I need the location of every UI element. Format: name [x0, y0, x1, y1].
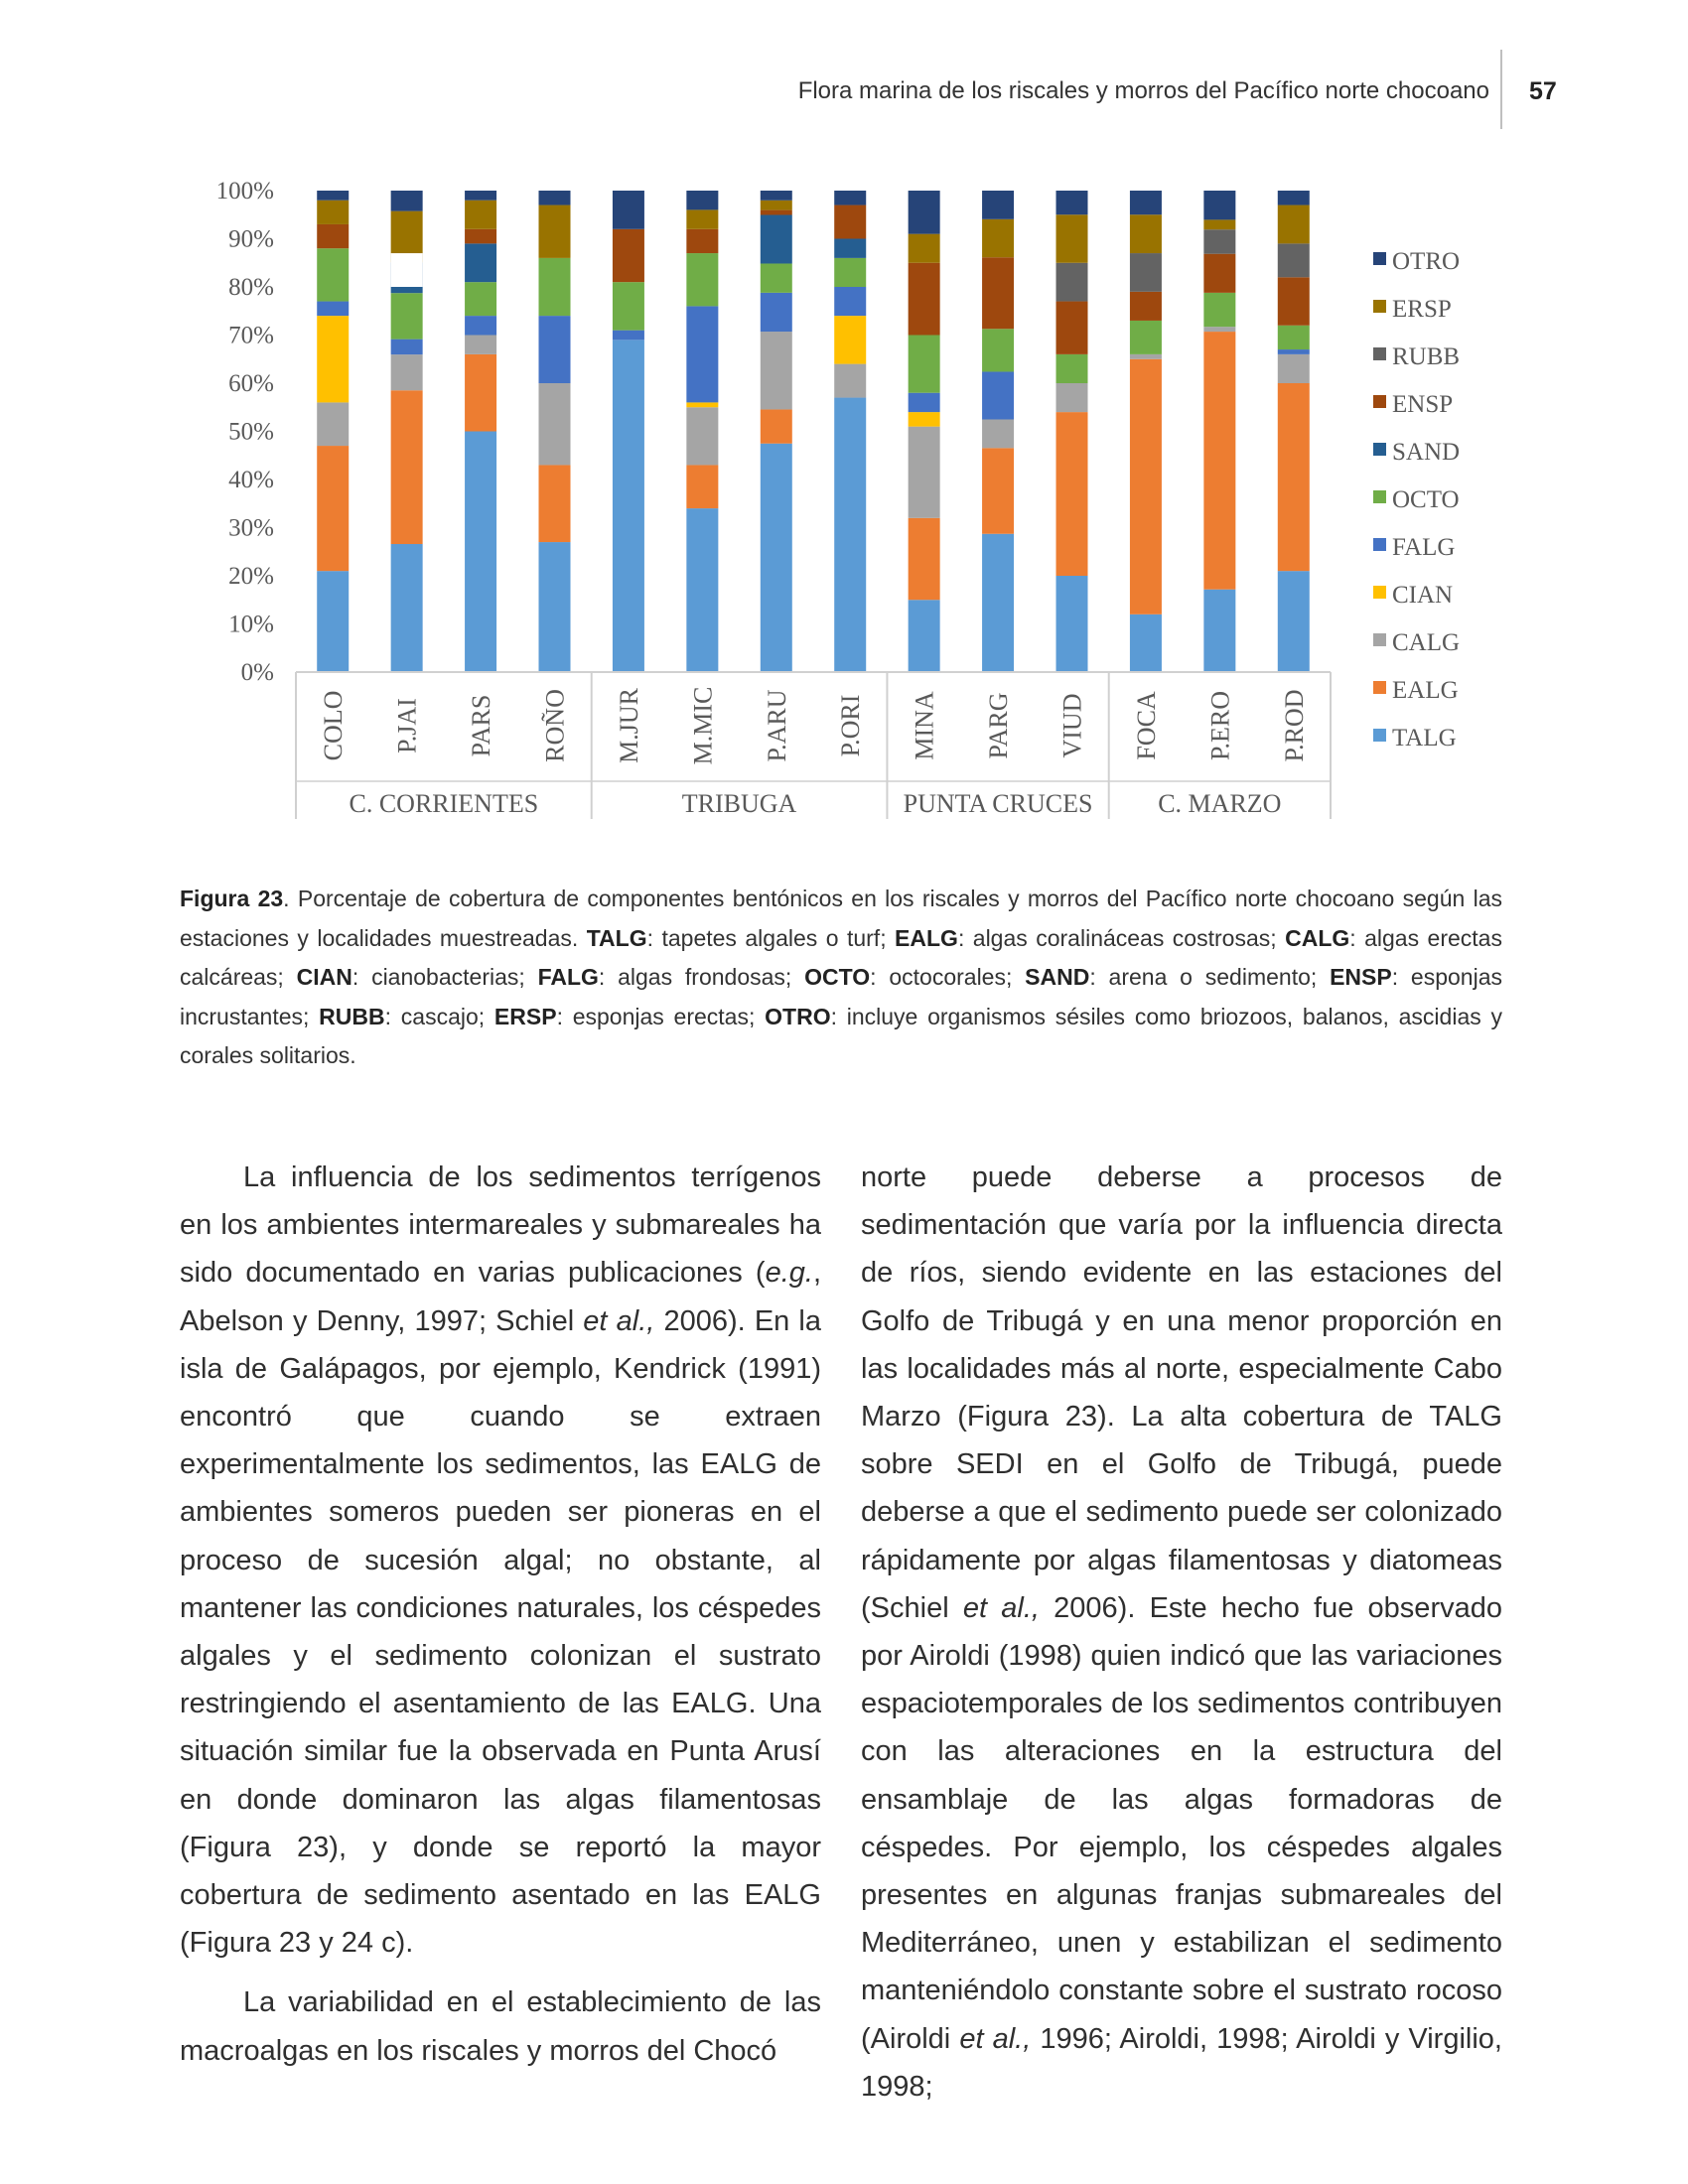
text-run: La influencia de los sedimentos terrígenos en los ambientes intermareales y submareales ha sido documentado en varias publicaciones (: [180, 1161, 821, 1290]
bar-segment-octo: [613, 282, 644, 331]
bar-segment-otro: [317, 191, 349, 201]
legend-swatch-sand: [1373, 443, 1386, 456]
bar-segment-sand: [834, 239, 866, 258]
legend-swatch-rubb: [1373, 347, 1386, 360]
bar-segment-sand: [761, 214, 792, 263]
bar-segment-talg: [1056, 576, 1088, 672]
caption-abbr-code: OTRO: [765, 1003, 831, 1029]
caption-abbr-code: OCTO: [804, 964, 871, 990]
bar-segment-ersp: [1056, 214, 1088, 263]
x-tick-label: P.ROD: [1279, 689, 1309, 762]
bar-segment-falg: [834, 287, 866, 316]
bar-segment-rubb: [1056, 263, 1088, 302]
bar-segment-calg: [1278, 354, 1310, 383]
bar-segment-blank: [391, 253, 423, 287]
bar-segment-rubb: [1130, 253, 1162, 292]
legend-swatch-ersp: [1373, 300, 1386, 313]
group-label: C. CORRIENTES: [349, 789, 539, 818]
italic-run: et al.,: [583, 1304, 655, 1337]
bar-segment-talg: [982, 534, 1014, 672]
legend-swatch-ensp: [1373, 395, 1386, 408]
bar-segment-octo: [391, 293, 423, 339]
bar-segment-otro: [613, 191, 644, 229]
bar-segment-falg: [391, 340, 423, 354]
bar-segment-ealg: [686, 465, 718, 508]
y-tick-label: 70%: [228, 322, 274, 349]
bar-segment-otro: [834, 191, 866, 205]
legend-label: ERSP: [1392, 296, 1452, 323]
bar-segment-calg: [686, 407, 718, 465]
bar-segment-sand: [465, 243, 496, 282]
text-run: 1996; Airoldi, 1998; Airoldi y Virgilio, 1998;: [861, 2022, 1502, 2103]
x-tick-label: P.ERO: [1205, 690, 1235, 761]
caption-abbr-code: FALG: [537, 964, 599, 990]
bar-segment-ensp: [909, 263, 940, 336]
bar-segment-ensp: [1130, 292, 1162, 321]
caption-abbr-definition: : cianobacterias;: [352, 964, 538, 990]
stacked-bar-chart: [0, 0, 1688, 864]
bar-segment-ensp: [1278, 277, 1310, 326]
x-tick-label: P.ORI: [836, 694, 866, 757]
bar-segment-otro: [391, 191, 423, 211]
bar-segment-otro: [539, 191, 571, 205]
legend-label: SAND: [1392, 439, 1461, 466]
bar-segment-ersp: [465, 201, 496, 229]
text-run: , Abelson y Denny, 1997; Schiel: [180, 1257, 821, 1337]
bar-segment-ersp: [1278, 205, 1310, 244]
caption-abbr-definition: : tapetes algales o turf;: [646, 924, 896, 951]
bar-segment-ealg: [761, 409, 792, 443]
bar-segment-talg: [613, 340, 644, 672]
bar-segment-otro: [761, 191, 792, 201]
bar-segment-octo: [317, 248, 349, 301]
legend-label: RUBB: [1392, 343, 1461, 370]
legend-label: CALG: [1392, 629, 1461, 656]
x-tick-label: M.MIC: [688, 686, 718, 765]
bar-segment-calg: [834, 364, 866, 398]
bar-segment-calg: [391, 354, 423, 390]
legend-swatch-cian: [1373, 586, 1386, 599]
page-number: 57: [1529, 77, 1557, 105]
legend-label: CIAN: [1392, 582, 1454, 609]
legend-label: TALG: [1392, 725, 1457, 751]
bar-segment-talg: [909, 600, 940, 672]
caption-abbr-code: EALG: [895, 924, 958, 951]
bar-segment-octo: [1278, 326, 1310, 349]
y-tick-label: 90%: [228, 225, 274, 253]
x-tick-label: M.JUR: [614, 688, 643, 763]
italic-run: et al.,: [959, 2022, 1032, 2055]
x-tick-label: VIUD: [1057, 693, 1087, 758]
bar-segment-ealg: [1278, 383, 1310, 571]
caption-abbr-code: RUBB: [319, 1003, 385, 1029]
bar-segment-ersp: [1130, 214, 1162, 253]
bar-segment-ealg: [1203, 332, 1235, 590]
legend-label: ENSP: [1392, 391, 1454, 418]
y-tick-label: 80%: [228, 274, 274, 301]
bar-segment-talg: [317, 571, 349, 672]
bar-segment-falg: [539, 316, 571, 383]
legend-label: OTRO: [1392, 248, 1461, 275]
legend-swatch-ealg: [1373, 681, 1386, 694]
y-tick-label: 60%: [228, 370, 274, 397]
caption-abbr-definition: : octocorales;: [870, 964, 1026, 990]
bar-segment-ersp: [1203, 219, 1235, 229]
bar-segment-ensp: [1056, 302, 1088, 354]
bar-segment-calg: [909, 427, 940, 518]
bar-segment-ealg: [391, 390, 423, 544]
legend-label: EALG: [1392, 677, 1459, 704]
legend-swatch-calg: [1373, 633, 1386, 646]
caption-abbr-code: CALG: [1285, 924, 1350, 951]
caption-abbr-definition: : cascajo;: [384, 1003, 494, 1029]
bar-segment-talg: [1278, 571, 1310, 672]
text-run: 2006). Este hecho fue observado por Airoldi (1998) quien indicó que las variaciones espaciotemporales de los sedimentos contribuyen con las alteraciones en la estructura del ensamblaje de las algas formadoras de céspedes. Por ejemplo, los céspedes algales presentes en algunas franjas submareales del Mediterráneo, unen y estabilizan el sedimento manteniéndolo constante sobre el sustrato rocoso (Airoldi: [861, 1591, 1502, 2055]
bar-segment-falg: [465, 316, 496, 335]
bar-segment-cian: [317, 316, 349, 402]
bar-segment-ensp: [761, 210, 792, 215]
bar-segment-otro: [686, 191, 718, 209]
bar-segment-calg: [1203, 327, 1235, 332]
y-tick-label: 100%: [215, 178, 274, 205]
x-tick-label: PARS: [467, 694, 496, 757]
bar-segment-ealg: [539, 465, 571, 542]
body-column-left: [180, 1154, 821, 2075]
bar-segment-ersp: [909, 234, 940, 263]
caption-abbr-code: SAND: [1025, 964, 1090, 990]
bar-segment-calg: [317, 402, 349, 446]
bar-segment-falg: [909, 393, 940, 412]
caption-abbr-definition: : incluye organismos sésiles como briozoos, balanos, ascidias y corales solitarios.: [180, 1003, 1502, 1068]
caption-abbr-code: TALG: [586, 924, 647, 951]
italic-run: et al.,: [962, 1591, 1040, 1624]
bar-segment-talg: [539, 542, 571, 672]
bar-segment-calg: [1056, 383, 1088, 412]
bar-segment-otro: [909, 191, 940, 234]
group-label: TRIBUGA: [681, 789, 797, 818]
bar-segment-ersp: [539, 205, 571, 258]
bar-segment-octo: [1203, 293, 1235, 327]
x-tick-label: COLO: [319, 690, 349, 761]
y-tick-label: 30%: [228, 514, 274, 542]
bar-segment-octo: [1130, 321, 1162, 354]
bar-segment-ensp: [465, 229, 496, 244]
bar-segment-calg: [982, 419, 1014, 448]
group-label: C. MARZO: [1158, 789, 1282, 818]
bar-segment-ealg: [1130, 359, 1162, 614]
caption-abbr-code: CIAN: [296, 964, 352, 990]
bar-segment-ensp: [982, 257, 1014, 329]
bar-segment-ealg: [982, 448, 1014, 533]
bar-segment-octo: [539, 258, 571, 316]
bar-segment-otro: [1130, 191, 1162, 214]
caption-abbr-definition: : algas erectas calcáreas;: [180, 924, 1502, 990]
bar-segment-ensp: [686, 229, 718, 253]
bar-segment-otro: [1056, 191, 1088, 214]
caption-abbr-definition: : arena o sedimento;: [1089, 964, 1331, 990]
caption-text: . Porcentaje de cobertura de componentes bentónicos en los riscales y morros del Pacífico norte chocoano según las estaciones y localidades muestreadas.: [180, 886, 1502, 951]
bar-segment-cian: [686, 402, 718, 407]
bar-segment-octo: [686, 253, 718, 306]
y-tick-label: 20%: [228, 563, 274, 590]
caption-abbr-definition: : esponjas incrustantes;: [180, 964, 1502, 1029]
y-tick-label: 10%: [228, 611, 274, 638]
bar-segment-calg: [539, 383, 571, 465]
bar-segment-octo: [761, 263, 792, 292]
bar-segment-otro: [465, 191, 496, 201]
bar-segment-ensp: [613, 229, 644, 282]
x-tick-label: MINA: [910, 691, 939, 760]
bar-segment-ensp: [317, 224, 349, 248]
text-run: norte puede deberse a procesos de sedimentación que varía por la influencia directa de ríos, siendo evidente en las estaciones del Golfo de Tribugá y en una menor proporción en las localidades más al norte, especialmente Cabo Marzo (Figura 23). La alta cobertura de TALG sobre SEDI en el Golfo de Tribugá, puede deberse a que el sedimento puede ser colonizado rápidamente por algas filamentosas y diatomeas (Schiel: [861, 1161, 1502, 1624]
y-tick-label: 0%: [240, 659, 274, 686]
legend-label: FALG: [1392, 534, 1456, 561]
bar-segment-rubb: [1278, 243, 1310, 277]
x-tick-label: P.ARU: [762, 689, 791, 762]
bar-segment-otro: [1203, 191, 1235, 219]
x-tick-label: FOCA: [1131, 691, 1161, 760]
bar-segment-talg: [465, 432, 496, 673]
bar-segment-falg: [686, 306, 718, 402]
bar-segment-talg: [391, 544, 423, 672]
caption-abbr-code: ERSP: [493, 1003, 557, 1029]
bar-segment-octo: [834, 258, 866, 287]
caption-abbr-code: ENSP: [1330, 964, 1392, 990]
bar-segment-calg: [1130, 354, 1162, 359]
caption-abbr-definition: : algas frondosas;: [598, 964, 805, 990]
bar-segment-ealg: [465, 354, 496, 432]
text-run: 2006). En la isla de Galápagos, por ejemplo, Kendrick (1991) encontró que cuando se extraen experimentalmente los sedimentos, las EALG de ambientes someros pueden ser pioneras en el proceso de sucesión algal; no obstante, al mantener las condiciones naturales, los céspedes algales y el sedimento colonizan el sustrato restringiendo el asentamiento de las EALG. Una situación similar fue la observada en Punta Arusí en donde dominaron las algas filamentosas (Figura 23), y donde se reportó la mayor cobertura de sedimento asentado en las EALG (Figura 23 y 24 c).: [180, 1304, 821, 1960]
bar-segment-falg: [1278, 349, 1310, 354]
bar-segment-falg: [317, 302, 349, 317]
group-label: PUNTA CRUCES: [903, 789, 1093, 818]
bar-segment-cian: [834, 316, 866, 364]
bar-segment-ersp: [686, 209, 718, 228]
bar-segment-ersp: [317, 201, 349, 224]
bar-segment-cian: [909, 412, 940, 427]
bar-segment-ealg: [317, 446, 349, 571]
running-header: Flora marina de los riscales y morros del Pacífico norte chocoano: [797, 77, 1489, 104]
bar-segment-octo: [909, 336, 940, 393]
caption-label: Figura 23: [180, 886, 284, 911]
y-tick-label: 50%: [228, 418, 274, 446]
bar-segment-otro: [982, 191, 1014, 219]
bar-segment-octo: [465, 282, 496, 316]
legend-label: OCTO: [1392, 486, 1460, 513]
chart-svg: [0, 0, 1688, 864]
x-tick-label: ROÑO: [540, 689, 570, 762]
x-tick-label: P.JAI: [392, 698, 422, 753]
caption-abbr-definition: : algas coralináceas costrosas;: [957, 924, 1286, 951]
bar-segment-talg: [1203, 590, 1235, 672]
bar-segment-talg: [761, 444, 792, 672]
bar-segment-otro: [1278, 191, 1310, 205]
bar-segment-talg: [834, 398, 866, 672]
bar-segment-falg: [613, 331, 644, 341]
bar-segment-ersp: [761, 201, 792, 210]
bar-segment-octo: [1056, 354, 1088, 383]
paragraph: La variabilidad en el establecimiento de las macroalgas en los riscales y morros del Chocó: [180, 1986, 821, 2067]
bar-segment-calg: [761, 332, 792, 409]
legend-swatch-octo: [1373, 490, 1386, 503]
body-column-right: [861, 1154, 1502, 2111]
x-tick-label: PARG: [984, 692, 1014, 759]
bar-segment-talg: [1130, 614, 1162, 672]
y-tick-label: 40%: [228, 467, 274, 493]
bar-segment-ersp: [982, 219, 1014, 257]
caption-abbr-definition: : esponjas erectas;: [556, 1003, 766, 1029]
bar-segment-falg: [982, 371, 1014, 419]
legend-swatch-falg: [1373, 538, 1386, 551]
bar-segment-ealg: [909, 518, 940, 600]
bar-segment-falg: [761, 293, 792, 332]
italic-run: e.g.: [765, 1257, 813, 1290]
bar-segment-ensp: [834, 205, 866, 239]
paragraph: [861, 1154, 1502, 2111]
bar-segment-talg: [686, 508, 718, 672]
figure-caption: [180, 880, 1502, 1076]
bar-segment-octo: [982, 329, 1014, 371]
bar-segment-rubb: [1203, 229, 1235, 253]
bar-segment-ensp: [1203, 254, 1235, 293]
legend-swatch-talg: [1373, 729, 1386, 742]
bar-segment-ealg: [1056, 412, 1088, 576]
paragraph: [180, 1154, 821, 1967]
bar-segment-calg: [465, 336, 496, 354]
legend-swatch-otro: [1373, 252, 1386, 265]
